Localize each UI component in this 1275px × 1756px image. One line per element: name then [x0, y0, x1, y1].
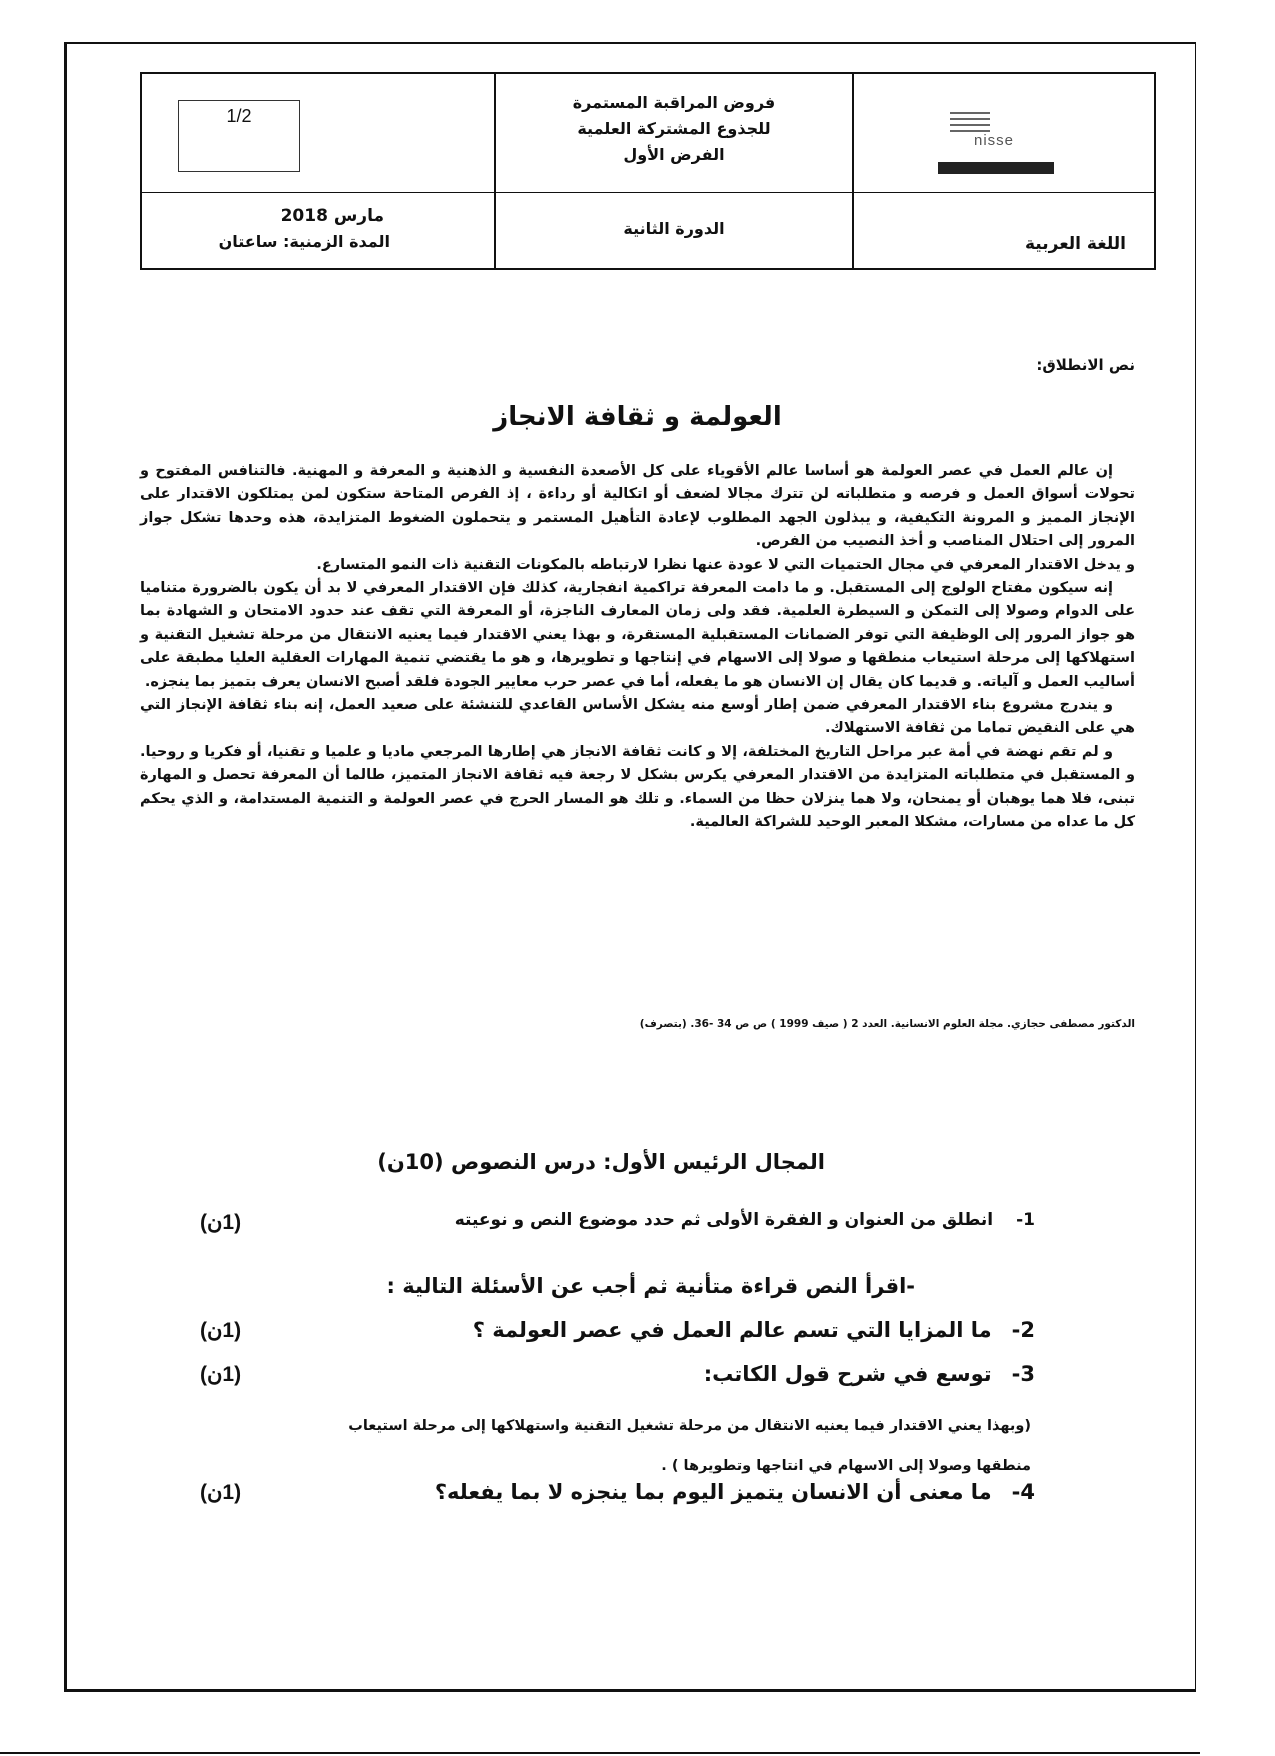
- paragraph: و لم تقم نهضة في أمة عبر مراحل التاريخ المختلفة، إلا و كانت ثقافة الانجاز هي إطارها المرجعي ماديا و علميا و تقنيا، أو فكريا و روحيا. و المستقبل في متطلباته المتزايدة من الاقتدار المعرفي يكرس بشكل لا رجعة فيه ثقافة الانجاز المتميز، طالما أن المعرفة تحصل و المهارة تبنى، فلا هما يوهبان أو يمنحان، ولا هما ينزلان حظا من السماء. و تلك هو المسار الحرج في عصر العولمة و التنمية المستدامة، و الذي يحكم كل ما عداه من مسارات، مشكلا المعبر الوحيد للشراكة العالمية.: [140, 743, 1135, 831]
- question-points: (1ن): [200, 1211, 242, 1234]
- author-quote: [200, 1406, 1031, 1486]
- question-1: [200, 1210, 1035, 1234]
- question-number: 1-: [1016, 1210, 1035, 1230]
- instruction: -اقرأ النص قراءة متأنية ثم أجب عن الأسئلة التالية :: [386, 1274, 915, 1298]
- question-points: (1ن): [200, 1363, 242, 1386]
- exam-line-3: الفرض الأول: [623, 145, 725, 164]
- session-label: الدورة الثانية: [623, 219, 725, 238]
- subject-label: اللغة العربية: [1025, 234, 1126, 254]
- header-subject-column: [852, 74, 1154, 268]
- header-exam-column: [494, 74, 852, 268]
- text-title: العولمة و ثقافة الانجاز: [493, 402, 782, 432]
- paragraph: إن عالم العمل في عصر العولمة هو أساسا عالم الأقوياء على كل الأصعدة النفسية و الذهنية و المعرفة و المهنية. فالتنافس المفتوح و تحولات أسواق العمل و فرصه و متطلباته لن تترك مجالا لضعف أو اتكالية أو رداءة ، إذ الفرص المتاحة ستكون لمن يمتلكون الاقتدار على الإنجاز المميز و المرونة التكيفية، و يبذلون الجهد المطلوب لإعادة التأهيل المستمر و يتحملون الضغوط المتزايدة، هذه وحدها تشكل جواز المرور إلى احتلال المناصب و أخذ النصيب من الفرص.: [140, 463, 1135, 550]
- logo-text: nisse: [974, 132, 1015, 149]
- bottom-rule: [0, 1752, 1200, 1754]
- question-2: [200, 1318, 1035, 1342]
- paragraph: و يدخل الاقتدار المعرفي في مجال الحتميات التي لا عودة عنها نظرا لارتباطه بالمكونات التقنية ذات النمو المتسارع.: [316, 556, 1135, 573]
- question-text: انطلق من العنوان و الفقرة الأولى ثم حدد موضوع النص و نوعيته: [454, 1210, 994, 1230]
- exam-date: مارس 2018: [280, 206, 384, 226]
- question-number: 3-: [1011, 1362, 1035, 1386]
- source-text: [140, 460, 1135, 835]
- exam-duration: المدة الزمنية: ساعتان: [218, 232, 390, 251]
- question-number: 2-: [1011, 1318, 1035, 1342]
- intro-label: نص الانطلاق:: [1036, 356, 1135, 374]
- paragraph: و يندرج مشروع بناء الاقتدار المعرفي ضمن إطار أوسع منه يشكل الأساس القاعدي للتنشئة على صعيد العمل، إنه بناء ثقافة الإنجاز التي هي على النقيض تماما من ثقافة الاستهلاك.: [140, 697, 1135, 737]
- question-text: توسع في شرح قول الكاتب:: [703, 1362, 992, 1386]
- question-4: [200, 1480, 1035, 1504]
- quote-line: منطقها وصولا إلى الاسهام في انتاجها وتطويرها ) .: [661, 1458, 1031, 1474]
- quote-line: (وبهذا يعني الاقتدار فيما يعنيه الانتقال من مرحلة تشغيل التقنية واستهلاكها إلى مرحلة استيعاب: [348, 1418, 1031, 1434]
- institution-logo: [938, 112, 1058, 182]
- question-number: 4-: [1011, 1480, 1035, 1504]
- header-table: [140, 72, 1156, 270]
- question-points: (1ن): [200, 1319, 242, 1342]
- exam-line-2: للجذوع المشتركة العلمية: [577, 119, 771, 138]
- paragraph: إنه سيكون مفتاح الولوج إلى المستقبل. و ما دامت المعرفة تراكمية انفجارية، كذلك فإن الاقتدار المعرفي لا بد أن يكون بالضرورة متناميا على الدوام وصولا إلى التمكن و السيطرة العلمية. فقد ولى زمان المعارف الناجزة، أو المعرفة التي تقف عند حدود الامتحان و الشهادة بما هو جواز المرور إلى الوظيفة التي توفر الضمانات المستقبلية المستقرة، و بهذا يعني الاقتدار فيما يعنيه الانتقال من مرحلة تشغيل التقنية و استهلاكها إلى مرحلة استيعاب منطقها و صولا إلى الاسهام في إنتاجها و تطويرها، و هو ما يقتضي تنمية المهارات العقلية العليا مطبقة على أساليب العمل و آلياته. و قديما كان يقال إن الانسان هو ما يفعله، أما في عصر حرب معايير الجودة فلقد أصبح الانسان يعرف بتميز بما ينجزه.: [140, 580, 1135, 690]
- question-text: ما معنى أن الانسان يتميز اليوم بما ينجزه لا بما يفعله؟: [434, 1480, 992, 1504]
- citation: الدكتور مصطفى حجازي. مجلة العلوم الانسانية. العدد 2 ( صيف 1999 ) ص ص 34 -36. (بتصرف): [639, 1018, 1135, 1030]
- page-number: 1/2: [178, 100, 300, 172]
- question-3: [200, 1362, 1035, 1386]
- header-meta-column: [142, 74, 494, 268]
- exam-line-1: فروض المراقبة المستمرة: [572, 93, 776, 112]
- question-text: ما المزايا التي تسم عالم العمل في عصر العولمة ؟: [472, 1318, 992, 1342]
- section-title: المجال الرئيس الأول: درس النصوص (10ن): [377, 1150, 825, 1174]
- question-points: (1ن): [200, 1481, 242, 1504]
